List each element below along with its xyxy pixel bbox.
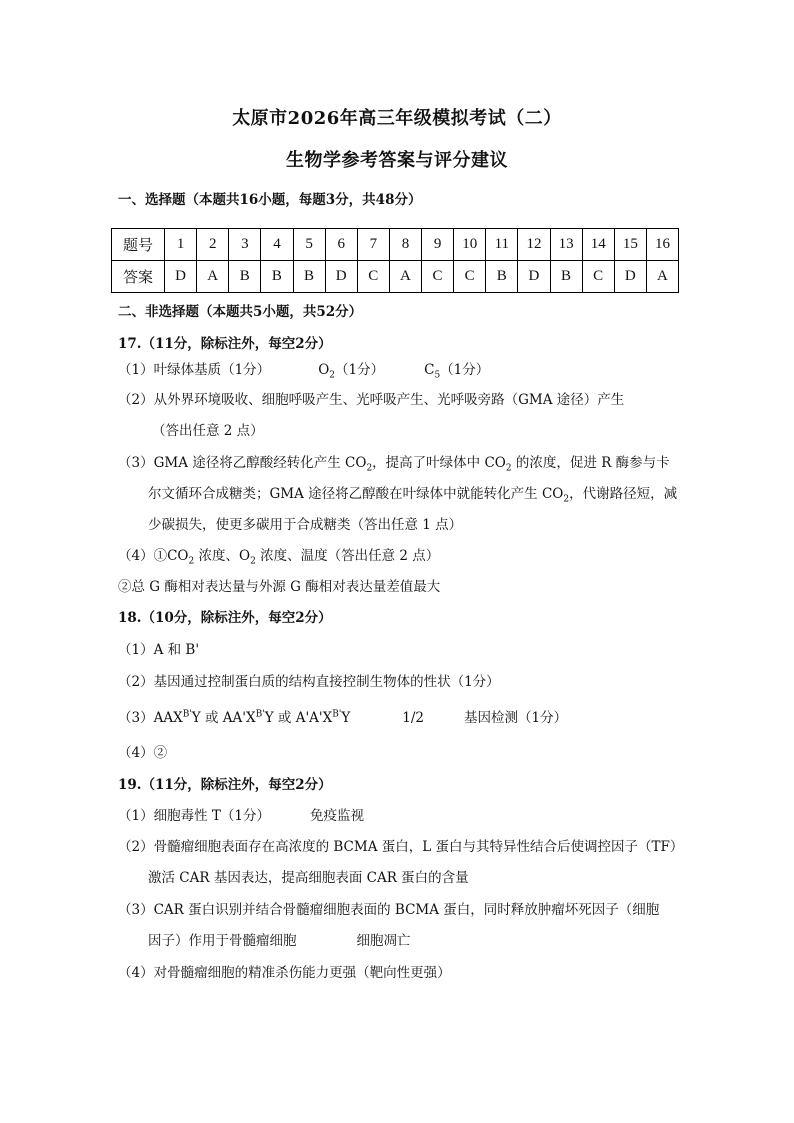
question-number: 5 [293,229,325,261]
exam-title: 太原市2026年高三年级模拟考试（二） [232,108,562,129]
q18-answer-2: （2）基因通过控制蛋白质的结构直接控制生物体的性状（1分） [118,674,500,690]
q19-answer-1: （1）细胞毒性 T（1分） 免疫监视 [118,808,364,824]
answer-cell: B [261,261,293,293]
q17-answer-3-line1: （3）GMA 途径将乙醇酸经转化产生 $CO_2$，提高了叶绿体中 $CO_2$ 的浓度，促进 R 酶参与卡 [118,455,670,474]
answer-cell: D [325,261,357,293]
question-number: 13 [550,229,582,261]
answer-cell: C [454,261,486,293]
question-number: 2 [197,229,229,261]
answer-cell: D [614,261,646,293]
answer-cell: A [646,261,678,293]
answer-cell: B [293,261,325,293]
section-1-heading: 一、选择题（本题共16小题，每题3分，共48分） [118,192,422,208]
answer-cell: A [197,261,229,293]
question-number: 4 [261,229,293,261]
question-number: 7 [357,229,389,261]
question-number: 3 [229,229,261,261]
answer-table-number-row [112,229,679,261]
question-number: 6 [325,229,357,261]
question-number: 16 [646,229,678,261]
question-number: 11 [486,229,518,261]
answer-table [111,228,679,293]
answer-cell: B [550,261,582,293]
answer-cell: B [229,261,261,293]
question-number: 10 [454,229,486,261]
answer-cell: D [165,261,197,293]
q18-answer-1: （1）A 和 B' [118,642,200,658]
table-row-label: 题号 [112,229,165,261]
answer-cell: C [422,261,454,293]
q18-answer-3: $(3)AAX^{B'}Y$ 或 $AA'X^{B'}Y$ 或 $A'A'X^{B'}Y$ 1/2 基因检测（1分） [118,709,568,726]
q19-answer-4: （4）对骨髓瘤细胞的精准杀伤能力更强（靶向性更强） [118,965,451,981]
q17-answer-3-line2: 尔文循环合成糖类；GMA 途径将乙醇酸在叶绿体中就能转化产生 $CO_2$，代谢路径短，减 [148,486,678,505]
q18-answer-3-test: 基因检测（1分） [464,710,568,726]
q17-heading: 17.（11分，除标注外，每空2分） [118,336,332,352]
question-number: 9 [422,229,454,261]
q19-answer-2-line2: 激活 CAR 基因表达，提高细胞表面 CAR 蛋白的含量 [148,870,469,886]
q17-answer-1b: $O_2(1$分） [318,362,385,381]
answer-cell: B [486,261,518,293]
answer-cell: A [389,261,421,293]
question-number: 15 [614,229,646,261]
q19-heading: 19.（11分，除标注外，每空2分） [118,777,332,793]
q18-answer-4: （4）② [118,745,168,761]
table-row-label: 答案 [112,261,165,293]
question-number: 12 [518,229,550,261]
q18-heading: 18.（10分，除标注外，每空2分） [118,610,332,626]
q17-answer-1c: $C_5(1$分） [424,362,490,381]
q19-answer-3-line2: 因子）作用于骨髓瘤细胞 细胞凋亡 [148,933,411,949]
q19-answer-2-line1: （2）骨髓瘤细胞表面存在高浓度的 BCMA 蛋白，L 蛋白与其特异性结合后使调控因子（TF） [118,839,684,855]
q17-answer-4-line1: $(4)①CO_2$ 浓度、$O_2$ 浓度、温度（答出任意 2 点） [118,548,440,567]
question-number: 1 [165,229,197,261]
q17-answer-1a: （1）叶绿体基质（1分） [118,362,271,378]
answer-cell: D [518,261,550,293]
question-number: 14 [582,229,614,261]
question-number: 8 [389,229,421,261]
answer-cell: C [582,261,614,293]
q17-answer-2: （2）从外界环境吸收、细胞呼吸产生、光呼吸产生、光呼吸旁路（GMA 途径）产生 [118,392,625,408]
q17-answer-3-line3: 少碳损失，使更多碳用于合成糖类（答出任意 1 点） [148,517,463,533]
answer-cell: C [357,261,389,293]
q19-answer-3-line1: （3）CAR 蛋白识别并结合骨髓瘤细胞表面的 BCMA 蛋白，同时释放肿瘤坏死因子（细胞 [118,902,660,918]
q17-answer-2-note: （答出任意 2 点） [152,423,264,439]
section-2-heading: 二、非选择题（本题共5小题，共52分） [118,304,363,320]
answer-table-answer-row [112,261,679,293]
q17-answer-4-line2: ②总 G 酶相对表达量与外源 G 酶相对表达量差值最大 [118,579,441,595]
q17-answer-1 [118,358,490,381]
answer-subtitle: 生物学参考答案与评分建议 [286,150,508,171]
q18-answer-3-fraction: 1/2 [402,710,424,726]
